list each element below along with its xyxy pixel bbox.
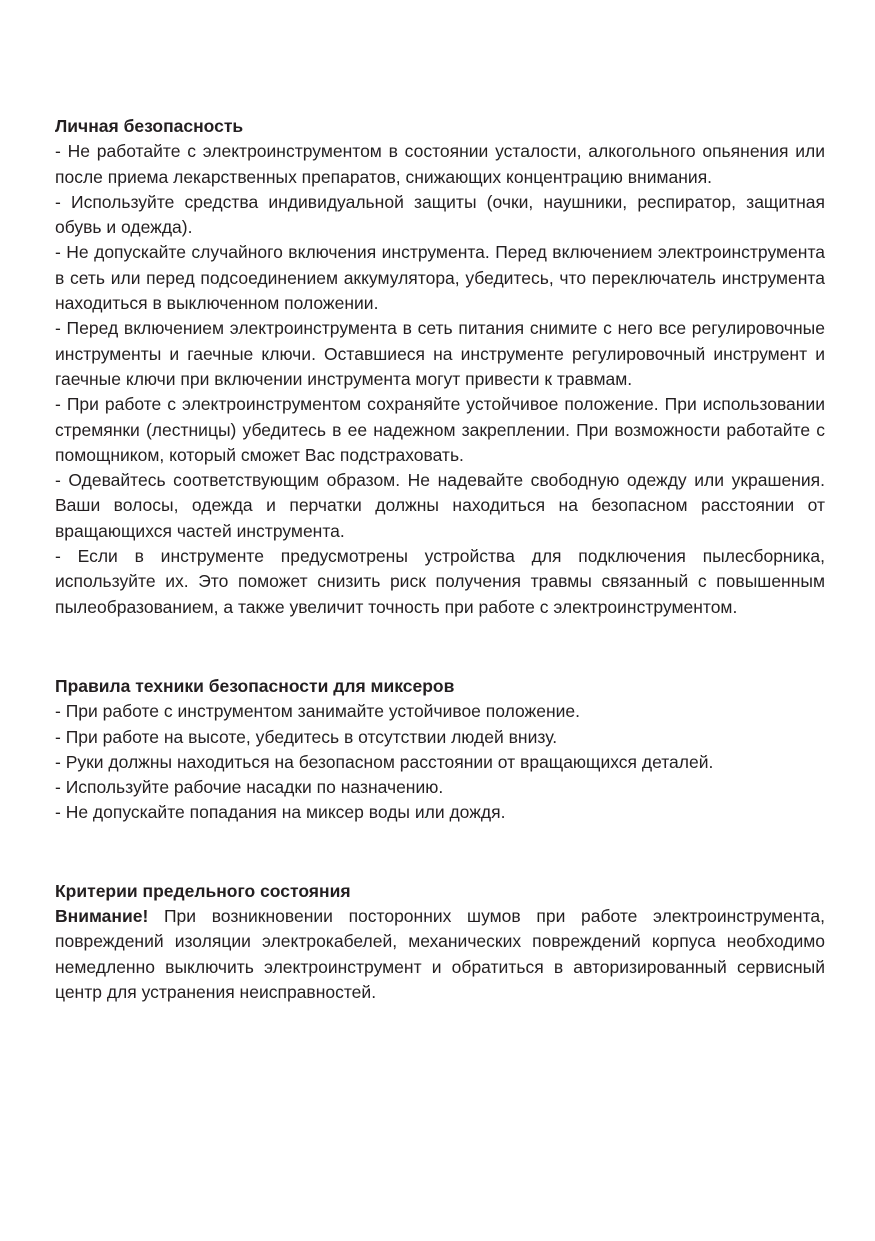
section-heading: Критерии предельного состояния (55, 880, 351, 901)
paragraph: - Если в инструменте предусмотрены устройства для подключения пылесборника, используйте их. Это поможет снизить риск получения травмы связанный с повышенным пылеобразованием, а также увеличит точность при работе с электроинструментом. (55, 546, 825, 617)
paragraph: - Руки должны находиться на безопасном расстоянии от вращающихся деталей. (55, 751, 714, 772)
paragraph: - Не работайте с электроинструментом в состоянии усталости, алкогольного опьянения или после приема лекарственных препаратов, снижающих концентрацию внимания. (55, 141, 825, 187)
paragraph: - Перед включением электроинструмента в сеть питания снимите с него все регулировочные инструменты и гаечные ключи. Оставшиеся на инструменте регулировочный инструмент и гаечные ключи при включении инструмента могут привести к травмам. (55, 318, 825, 389)
paragraph: - Одевайтесь соответствующим образом. Не надевайте свободную одежду или украшения. Ваши волосы, одежда и перчатки должны находиться на безопасном расстоянии от вращающихся частей инструмента. (55, 470, 825, 541)
paragraph: - При работе с электроинструментом сохраняйте устойчивое положение. При использовании стремянки (лестницы) убедитесь в ее надежном закреплении. При возможности работайте с помощником, который сможет Вас подстраховать. (55, 394, 825, 465)
paragraph: - При работе на высоте, убедитесь в отсутствии людей внизу. (55, 726, 558, 747)
paragraph: - Не допускайте попадания на миксер воды или дождя. (55, 802, 506, 823)
warning-label: Внимание! (55, 906, 149, 927)
warning-text: При возникновении посторонних шумов при работе электроинструмента, повреждений изоляции электрокабелей, механических повреждений корпуса необходимо немедленно выключить электроинструмент и обратиться в авторизированный сервисный центр для устранения неисправностей. (55, 906, 825, 1002)
section-heading: Личная безопасность (55, 116, 244, 136)
section-heading: Правила техники безопасности для миксеров (55, 675, 455, 696)
document-page (55, 114, 825, 1005)
section-personal-safety (55, 114, 825, 620)
section-mixer-safety-rules (55, 674, 825, 826)
paragraph: - Используйте средства индивидуальной защиты (очки, наушники, респиратор, защитная обувь и одежда). (55, 191, 825, 238)
paragraph: - Не допускайте случайного включения инструмента. Перед включением электроинструмента в сеть или перед подсоединением аккумулятора, убедитесь, что переключатель инструмента находиться в выключенном положении. (55, 242, 825, 314)
paragraph: - Используйте рабочие насадки по назначению. (55, 777, 444, 798)
section-limit-state-criteria (55, 879, 825, 1005)
paragraph: - При работе с инструментом занимайте устойчивое положение. (55, 701, 581, 722)
warning-paragraph (55, 904, 825, 1005)
